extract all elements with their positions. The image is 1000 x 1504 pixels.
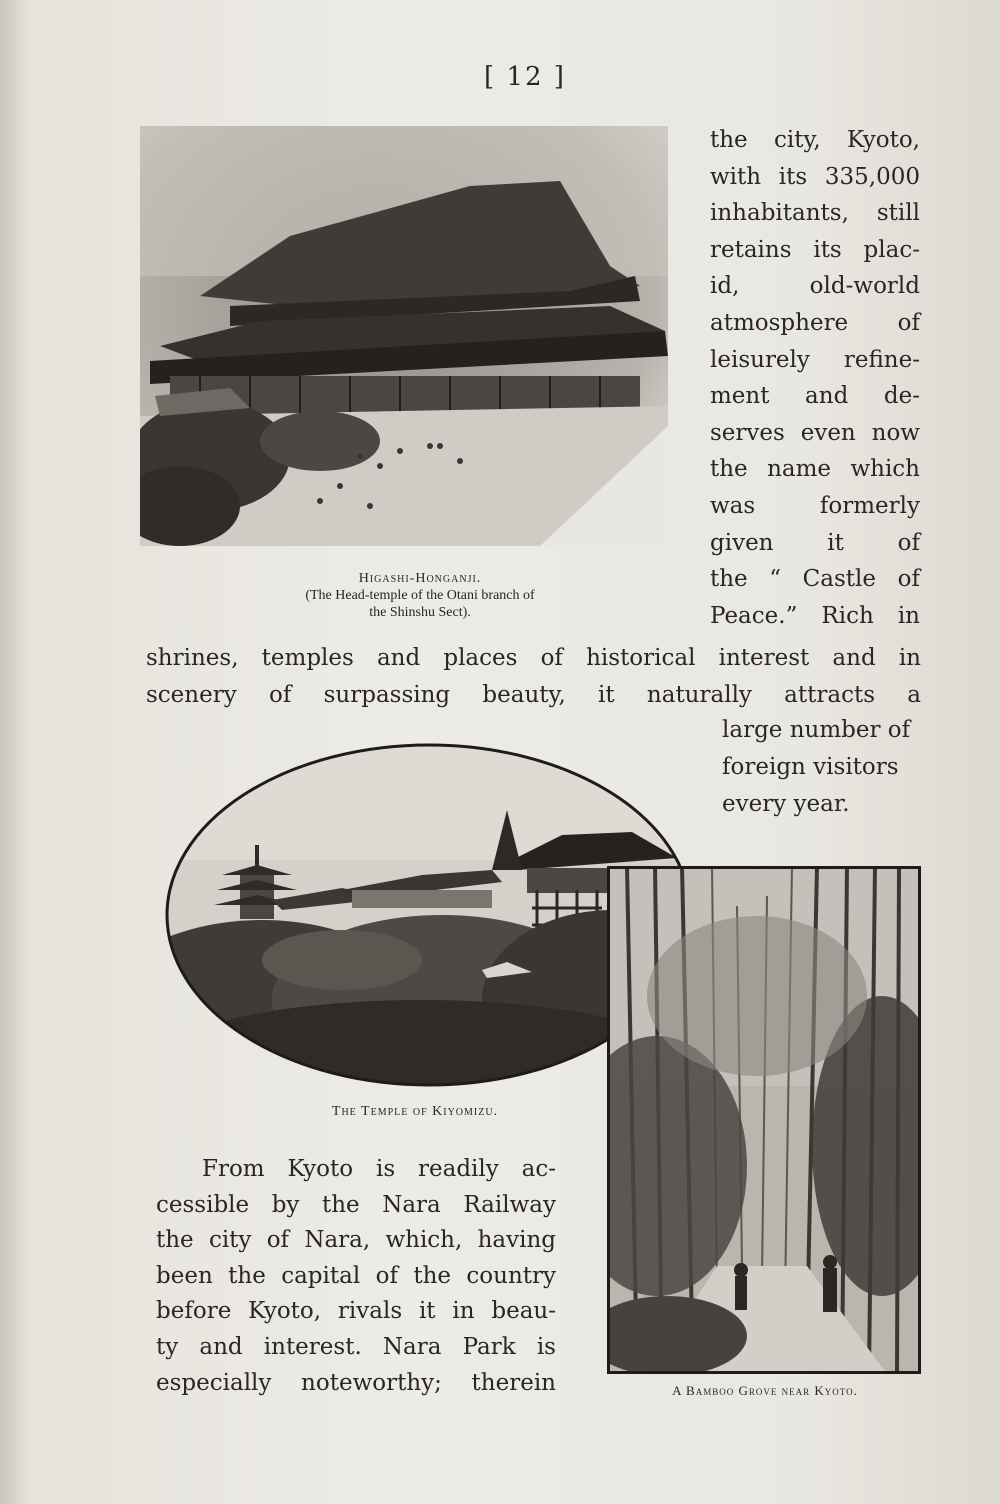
honganji-caption-line2: the Shinshu Sect). [369, 605, 471, 620]
text-line: every year. [722, 791, 850, 817]
right-column-text [710, 122, 920, 634]
honganji-caption [240, 570, 600, 621]
text-line: Peace.” Rich in [710, 602, 920, 629]
text-line: with its 335,000 [710, 163, 920, 190]
text-line: serves even now [710, 419, 920, 446]
text-line: scenery of surpassing beauty, it naturally attracts a [146, 682, 921, 708]
right-column-text-2 [722, 712, 922, 823]
text-line: From Kyoto is readily ac- [202, 1156, 556, 1182]
text-line: the “ Castle of [710, 566, 920, 593]
text-line: ty and interest. Nara Park is [156, 1333, 556, 1360]
text-line: foreign visitors [722, 754, 899, 780]
text-line: id, old-world [710, 273, 920, 300]
text-line: been the capital of the country [156, 1262, 556, 1289]
text-line: atmosphere of [710, 309, 920, 336]
honganji-caption-title: Higashi-Honganji. [358, 571, 482, 586]
text-line: before Kyoto, rivals it in beau- [156, 1298, 556, 1325]
bamboo-caption: A Bamboo Grove near Kyoto. [672, 1383, 858, 1398]
text-line: cessible by the Nara Railway [156, 1191, 556, 1218]
text-line: ment and de- [710, 383, 920, 410]
left-column-text-2 [156, 1152, 556, 1401]
honganji-photo [140, 126, 668, 546]
bamboo-photo [607, 866, 921, 1374]
text-line: was formerly [710, 492, 920, 519]
text-line: leisurely refine- [710, 346, 920, 373]
text-line: inhabitants, still [710, 200, 920, 227]
text-line: retains its plac- [710, 236, 920, 263]
text-line: especially noteworthy; therein [156, 1369, 556, 1396]
wide-text [146, 640, 921, 714]
honganji-caption-line1: (The Head-temple of the Otani branch of [305, 588, 535, 603]
text-line: given it of [710, 529, 920, 556]
text-line: large number of [722, 717, 911, 743]
kiyomizu-caption: The Temple of Kiyomizu. [331, 1104, 499, 1119]
text-line: the city of Nara, which, having [156, 1227, 556, 1254]
text-line: the name which [710, 456, 920, 483]
page-number: [ 12 ] [484, 62, 566, 92]
text-line: the city, Kyoto, [710, 127, 920, 153]
text-line: shrines, temples and places of historical interest and in [146, 645, 921, 671]
